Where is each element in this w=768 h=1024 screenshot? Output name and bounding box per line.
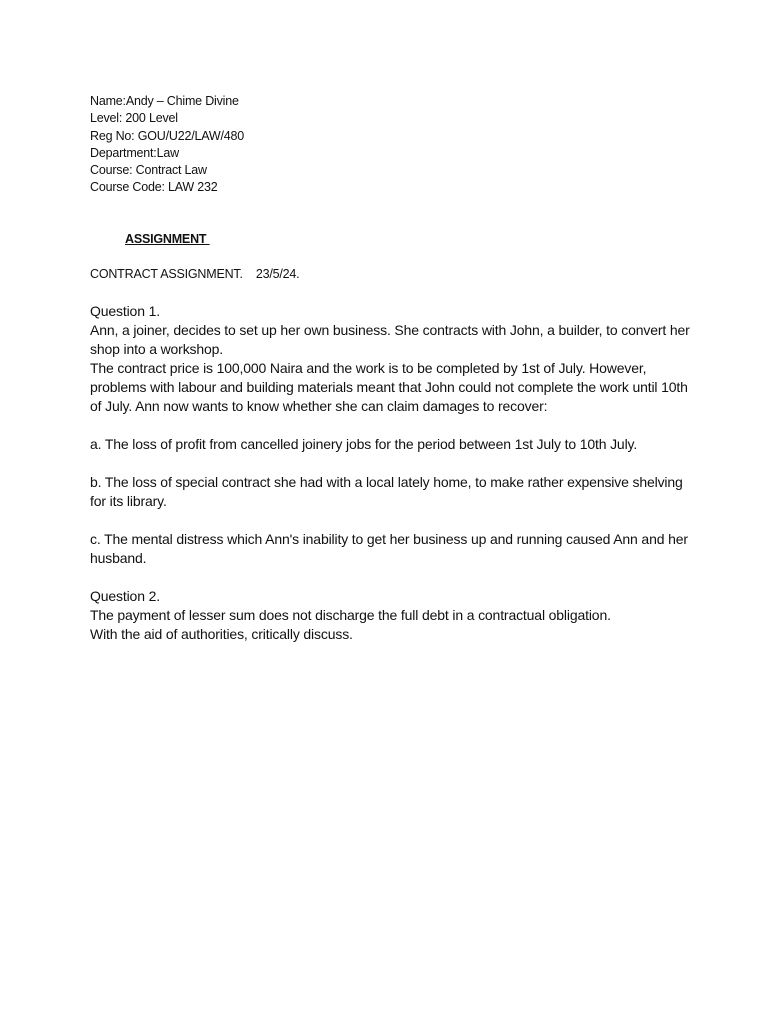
question-1-paragraph-1: Ann, a joiner, decides to set up her own business. She contracts with John, a builder, to convert her shop into a workshop. (90, 322, 690, 357)
question-2-title: Question 2. (90, 588, 160, 604)
question-1-title: Question 1. (90, 303, 160, 319)
question-1-item-c: c. The mental distress which Ann's inability to get her business up and running caused Ann and her husband. (90, 531, 688, 566)
assignment-heading: ASSIGNMENT (125, 232, 210, 246)
question-1-item-a: a. The loss of profit from cancelled joinery jobs for the period between 1st July to 10th July. (90, 436, 638, 452)
contract-assignment-line: CONTRACT ASSIGNMENT. 23/5/24. (90, 267, 300, 281)
course-name: Course: Contract Law (90, 163, 207, 178)
student-department: Department:Law (90, 145, 179, 160)
assignment-body (90, 302, 690, 644)
question-1-item-b: b. The loss of special contract she had with a local lately home, to make rather expensive shelving for its library. (90, 474, 683, 509)
question-2-paragraph-1: The payment of lesser sum does not discharge the full debt in a contractual obligation. (90, 607, 611, 623)
student-details (90, 93, 244, 197)
course-code: Course Code: LAW 232 (90, 180, 218, 195)
question-2-paragraph-2: With the aid of authorities, critically discuss. (90, 626, 353, 642)
student-reg-no: Reg No: GOU/U22/LAW/480 (90, 128, 245, 143)
question-1-paragraph-2: The contract price is 100,000 Naira and the work is to be completed by 1st of July. However, problems with labour and building materials meant that John could not complete the work until 10th of July. Ann now wants to know whether she can claim damages to recover: (90, 360, 688, 414)
student-name: Name:Andy – Chime Divine (90, 94, 239, 108)
student-level: Level: 200 Level (90, 111, 178, 126)
